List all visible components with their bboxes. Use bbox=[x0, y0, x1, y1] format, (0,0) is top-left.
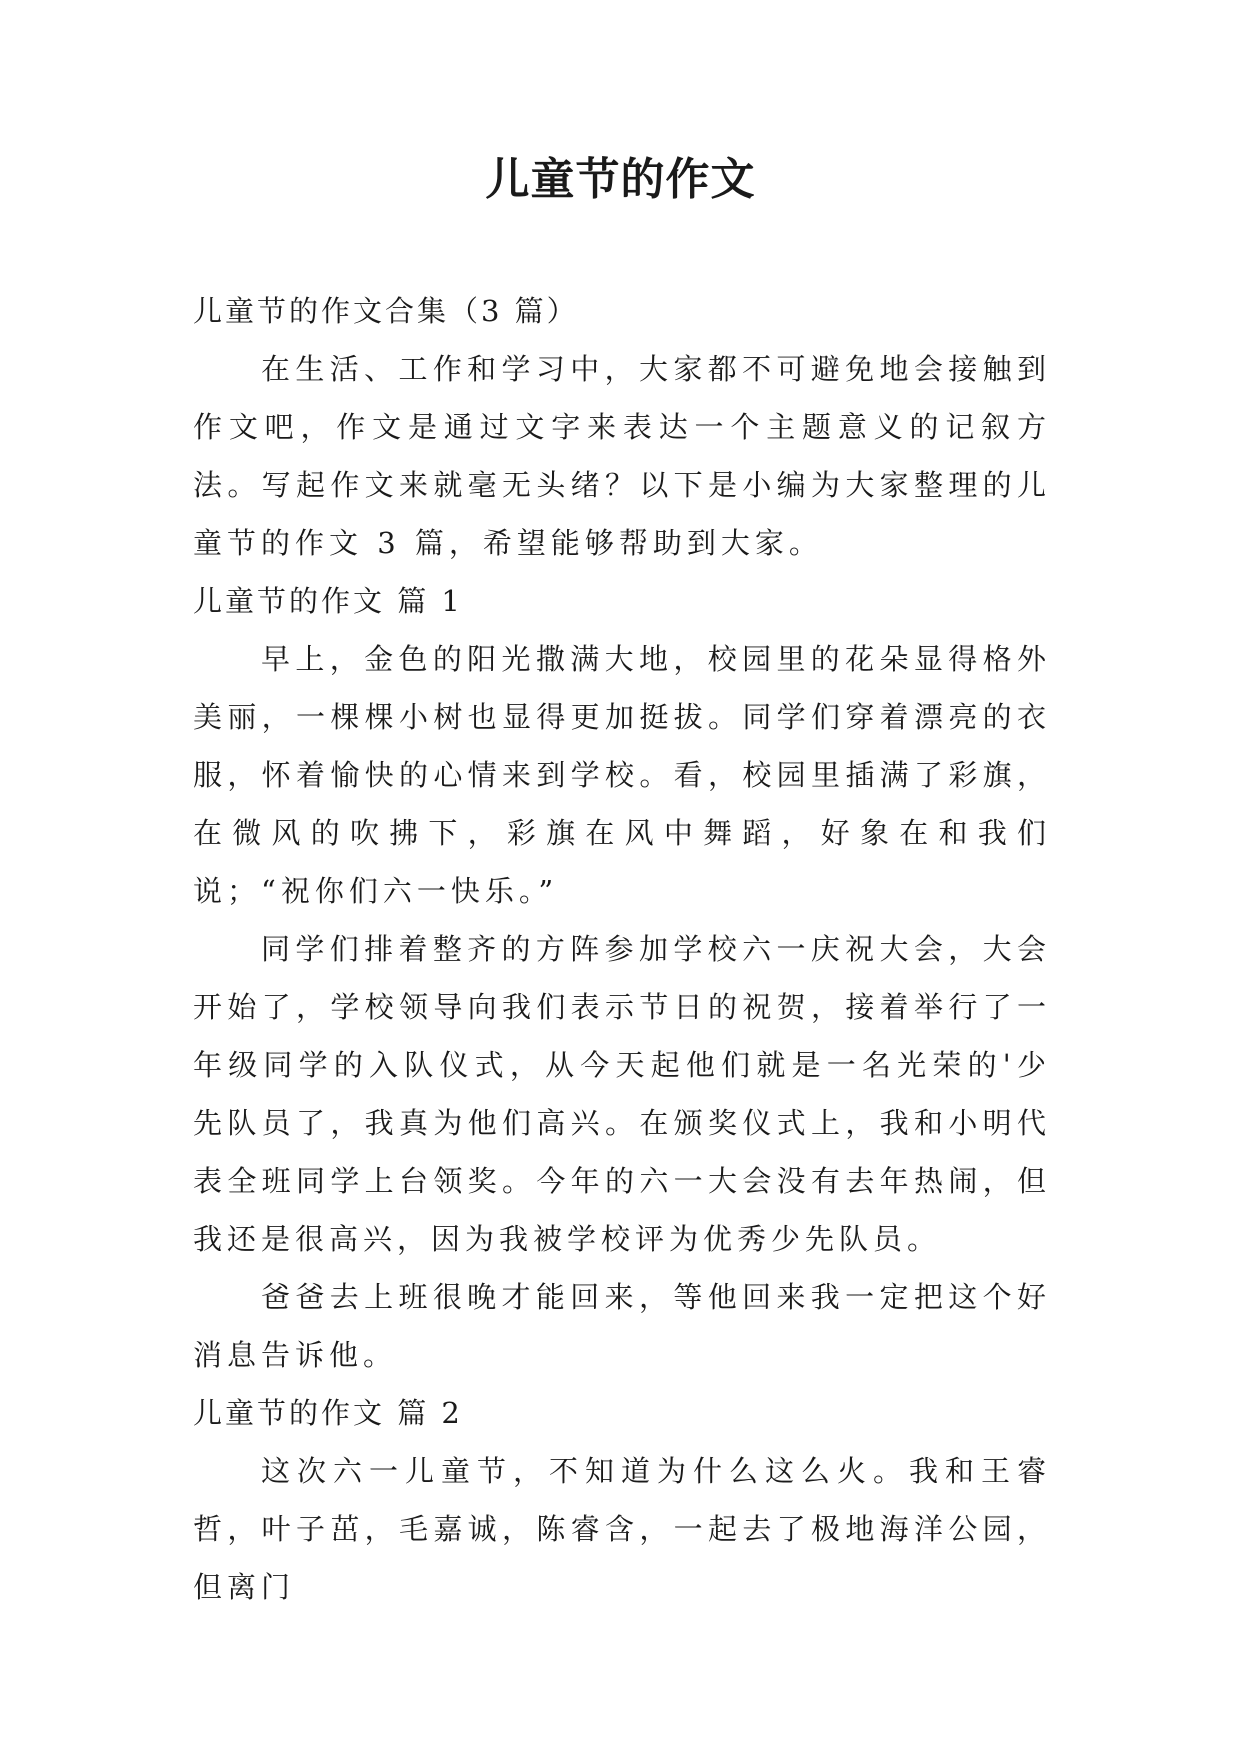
collection-subtitle: 儿童节的作文合集（3 篇） bbox=[193, 294, 579, 328]
section-heading-2: 儿童节的作文 篇 2 bbox=[193, 1396, 463, 1430]
section-1-paragraph-2: 同学们排着整齐的方阵参加学校六一庆祝大会，大会开始了，学校领导向我们表示节日的祝贺，接着举行了一年级同学的入队仪式，从今天起他们就是一名光荣的'少先队员了，我真为他们高兴。在颁奖仪式上，我和小明代表全班同学上台领奖。今年的六一大会没有去年热闹，但我还是很高兴，因为我被学校评为优秀少先队员。 bbox=[193, 932, 1051, 1256]
section-1-paragraph-1: 早上，金色的阳光撒满大地，校园里的花朵显得格外美丽，一棵棵小树也显得更加挺拔。同学们穿着漂亮的衣服，怀着愉快的心情来到学校。看，校园里插满了彩旗，在微风的吹拂下，彩旗在风中舞蹈，好象在和我们说；“祝你们六一快乐。” bbox=[193, 642, 1051, 908]
section-1-paragraph-3: 爸爸去上班很晚才能回来，等他回来我一定把这个好消息告诉他。 bbox=[193, 1280, 1051, 1372]
document-body bbox=[193, 282, 1051, 1616]
section-2-paragraph-1: 这次六一儿童节，不知道为什么这么火。我和王睿哲，叶子茁，毛嘉诚，陈睿含，一起去了极地海洋公园，但离门 bbox=[193, 1454, 1051, 1604]
intro-paragraph: 在生活、工作和学习中，大家都不可避免地会接触到作文吧，作文是通过文字来表达一个主题意义的记叙方法。写起作文来就毫无头绪？以下是小编为大家整理的儿童节的作文 3 篇，希望能够帮助到大家。 bbox=[193, 352, 1051, 560]
document-title: 儿童节的作文 bbox=[485, 154, 756, 205]
section-heading-1: 儿童节的作文 篇 1 bbox=[193, 584, 463, 618]
